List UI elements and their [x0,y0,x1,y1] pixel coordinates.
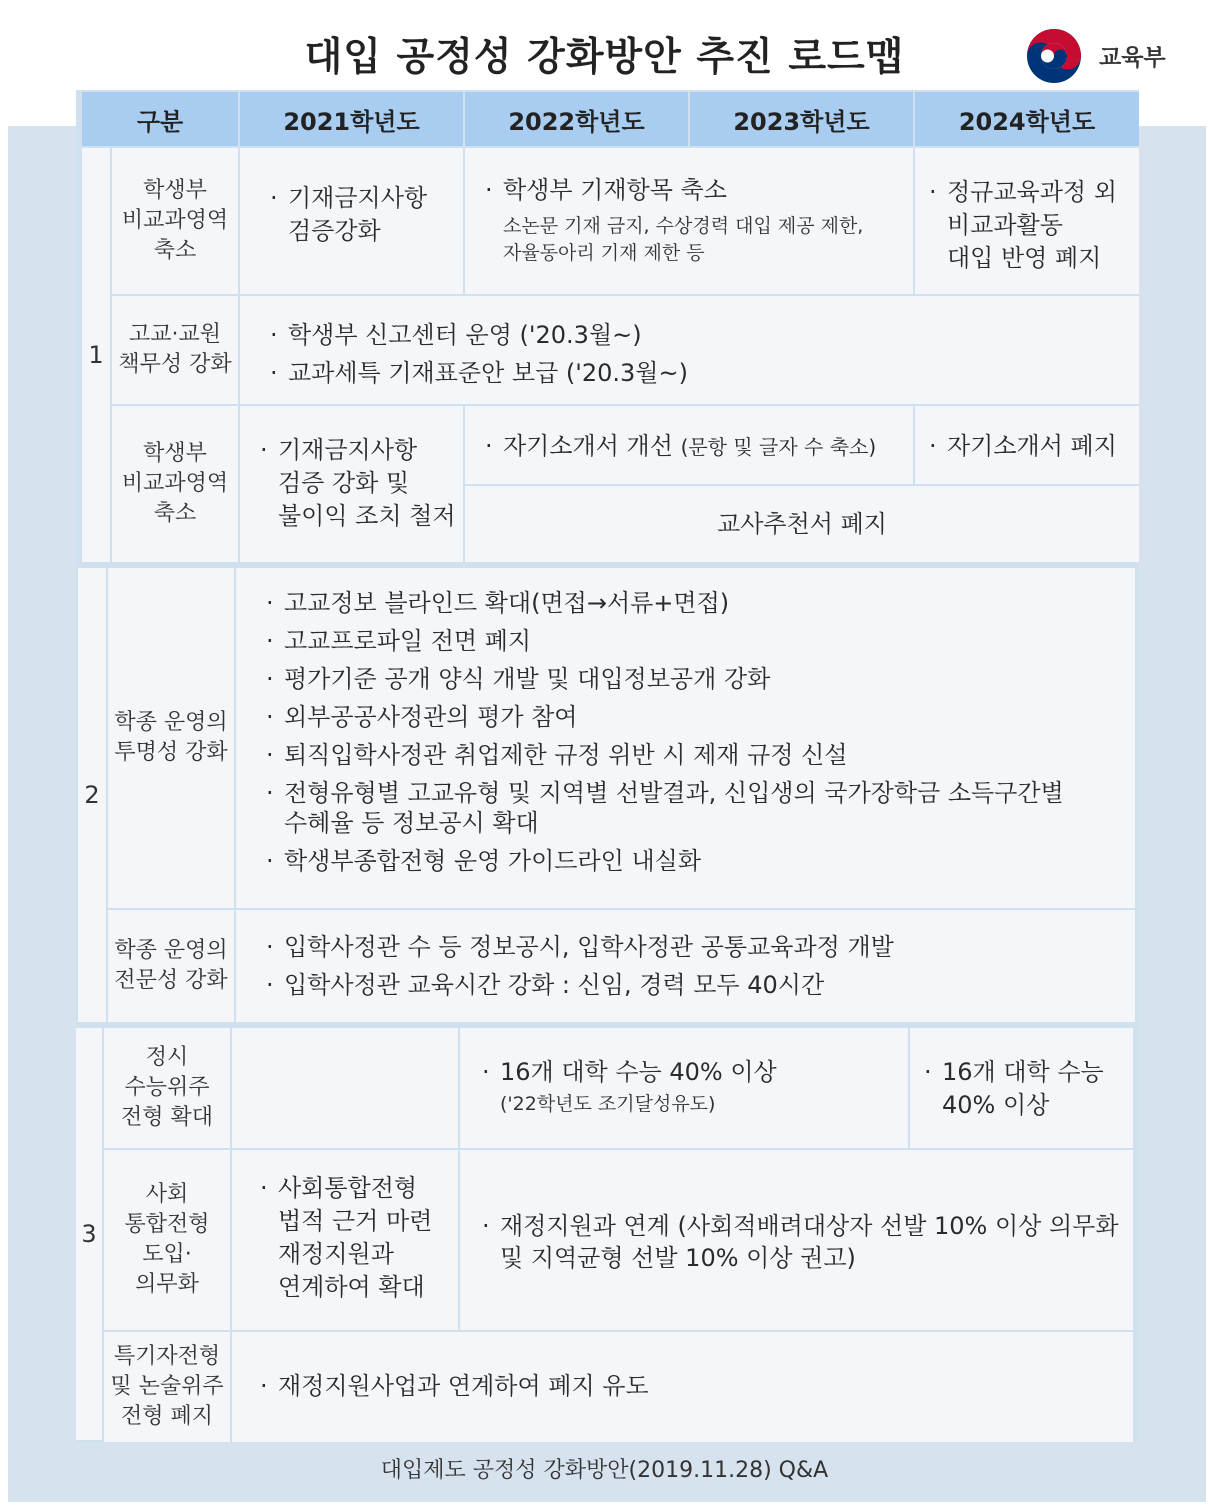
section-number-1: 1 [82,148,110,562]
transparency-list [266,584,1135,880]
cell-social-integration-finance: · 재정지원과 연계 (사회적배려대상자 선발 10% 이상 의무화 및 지역균형 선발 10% 이상 권고) [460,1150,1133,1330]
cell-teacher-recommendation: 교사추천서 폐지 [465,486,1139,562]
row-label-special-abolition: 특기자전형 및 논술위주 전형 폐지 [104,1332,230,1442]
list-item: · 입학사정관 교육시간 강화 : 신임, 경력 모두 40시간 [266,966,1135,1004]
row-label-expertise: 학종 운영의 전문성 강화 [108,910,234,1022]
list-item: · 입학사정관 수 등 정보공시, 입학사정관 공통교육과정 개발 [266,928,1135,966]
logo-text: 교육부 [1099,45,1166,71]
row-label-csat-expansion: 정시 수능위주 전형 확대 [104,1028,230,1148]
list-item: · 외부공공사정관의 평가 참여 [266,698,1135,736]
cell-2021-social-integration: · 사회통합전형 법적 근거 마련 재정지원과 연계하여 확대 [232,1150,458,1330]
header-category: 구분 [82,92,238,146]
header-year-2021: 2021학년도 [240,92,463,146]
cell-2022-2023-record-reduction: · 학생부 기재항목 축소 소논문 기재 금지, 수상경력 대입 제공 제한, 자율동아리 기재 제한 등 [465,148,913,294]
list-item: · 평가기준 공개 양식 개발 및 대입정보공개 강화 [266,660,1135,698]
cell-expertise-items [236,910,1135,1022]
cell-2022-2023-csat: · 16개 대학 수능 40% 이상 ('22학년도 조기달성유도) [460,1028,908,1148]
row-label-accountability: 고교·교원 책무성 강화 [112,296,238,404]
cell-2021-penalty: · 기재금지사항 검증 강화 및 불이익 조치 철저 [240,406,463,562]
list-item: · 고교프로파일 전면 폐지 [266,622,1135,660]
cell-2024-essay-abolition: · 자기소개서 폐지 [915,406,1139,484]
list-item: · 퇴직입학사정관 취업제한 규정 위반 시 제재 규정 신설 [266,736,1135,774]
list-item: · 학생부종합전형 운영 가이드라인 내실화 [266,842,1135,880]
row-label-record-reduction: 학생부 비교과영역 축소 [112,148,238,294]
list-item: · 고교정보 블라인드 확대(면접→서류+면접) [266,584,1135,622]
header-year-2024: 2024학년도 [915,92,1139,146]
cell-2024-extracurricular: · 정규교육과정 외 비교과활동 대입 반영 폐지 [915,148,1139,294]
roadmap-table [76,90,1139,1442]
section-number-3: 3 [76,1028,102,1440]
cell-2021-empty [232,1028,458,1148]
cell-special-abolition: · 재정지원사업과 연계하여 폐지 유도 [232,1332,1133,1442]
row-label-record-reduction-2: 학생부 비교과영역 축소 [112,406,238,562]
expertise-list [266,928,1135,1004]
taegeuk-emblem-icon [1026,28,1082,84]
source-caption: 대입제도 공정성 강화방안(2019.11.28) Q&A [380,1458,829,1483]
cell-accountability-items: · 학생부 신고센터 운영 ('20.3월~) · 교과세특 기재표준안 보급 ('20.3월~) [240,296,1139,404]
cell-transparency-items [236,568,1135,908]
list-item: · 전형유형별 고교유형 및 지역별 선발결과, 신입생의 국가장학금 소득구간별 수혜율 등 정보공시 확대 [266,778,1135,838]
page-title: 대입 공정성 강화방안 추진 로드맵 [304,35,905,80]
header-year-2022: 2022학년도 [465,92,688,146]
cell-2022-2023-essay: · 자기소개서 개선 (문항 및 글자 수 축소) [465,406,913,484]
cell-2024-csat: · 16개 대학 수능 40% 이상 [910,1028,1133,1148]
header-year-2023: 2023학년도 [690,92,913,146]
row-label-social-integration: 사회 통합전형 도입· 의무화 [104,1150,230,1330]
section-number-2: 2 [78,568,106,1022]
cell-2021-verification: · 기재금지사항 검증강화 [240,148,463,294]
row-label-transparency: 학종 운영의 투명성 강화 [108,568,234,908]
ministry-logo [1026,28,1196,86]
